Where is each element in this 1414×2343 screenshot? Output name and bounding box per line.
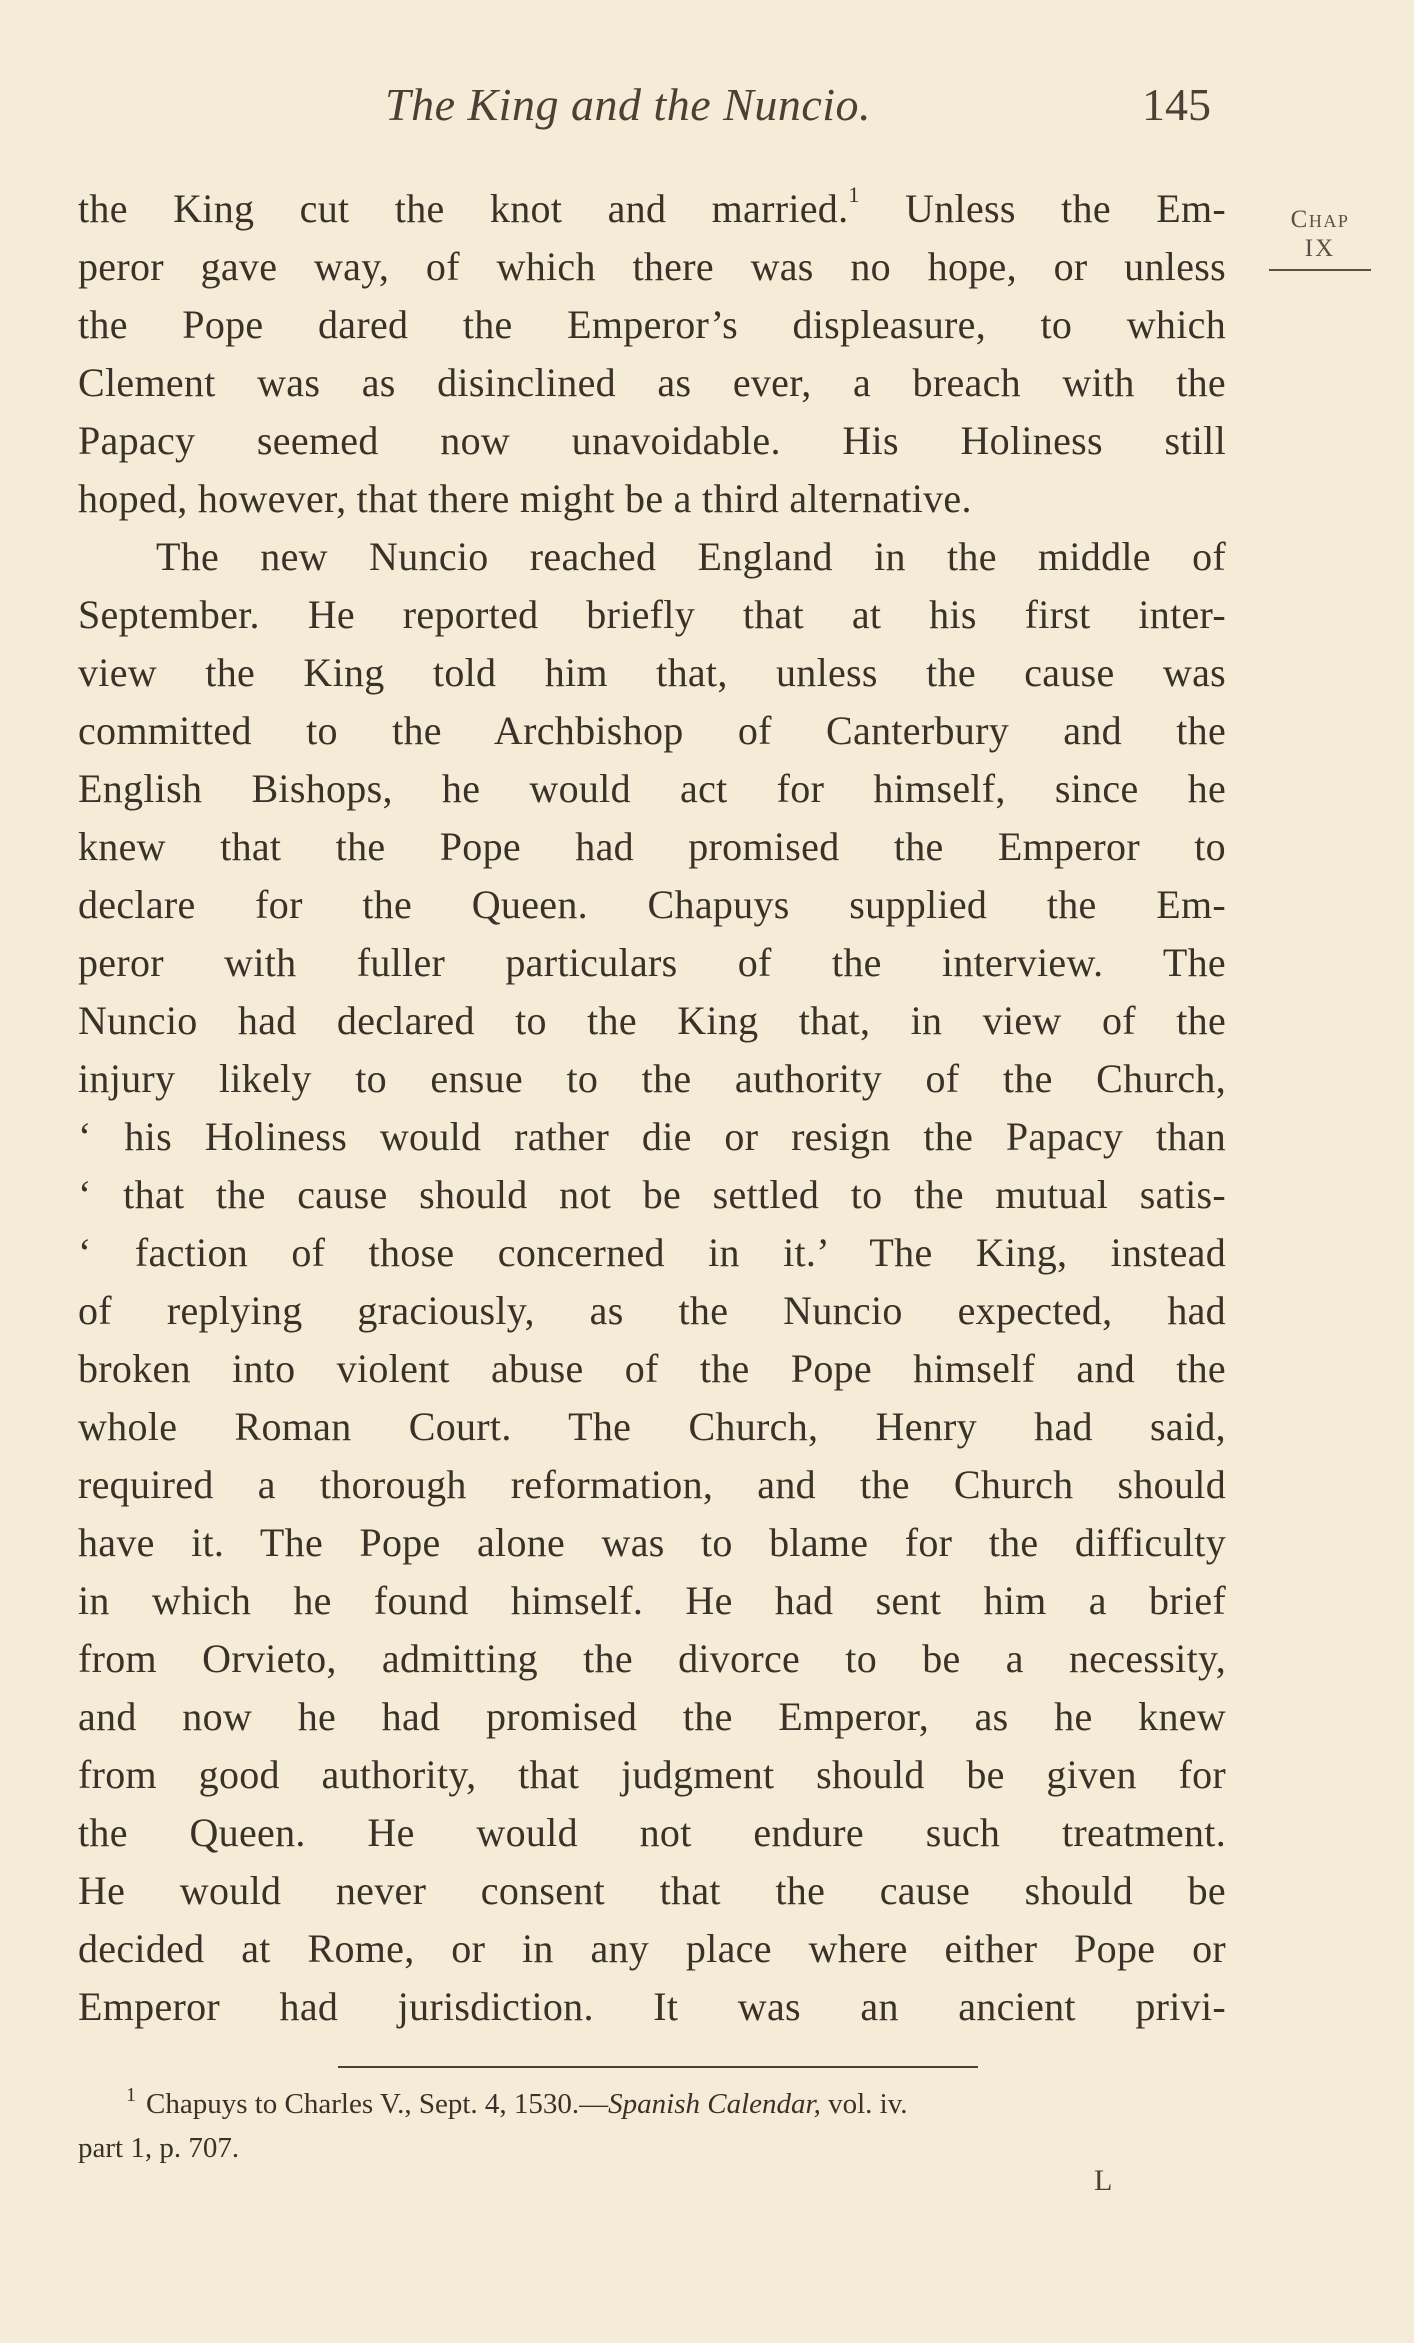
text-line: September. He reported briefly that at his first inter-: [78, 592, 1226, 637]
chapter-label: Chap: [1290, 206, 1350, 233]
text-line: hoped, however, that there might be a third alternative.: [78, 476, 972, 521]
text-line: English Bishops, he would act for himself, since he: [78, 766, 1226, 811]
text-line: He would never consent that the cause should be: [78, 1868, 1226, 1913]
text-line: knew that the Pope had promised the Emperor to: [78, 824, 1226, 869]
footnote-number: 1: [126, 2084, 136, 2106]
text-line: committed to the Archbishop of Canterbury and the: [78, 708, 1226, 753]
text-line: from good authority, that judgment should be given for: [78, 1752, 1226, 1797]
text-line: peror with fuller particulars of the interview. The: [78, 940, 1226, 985]
footnote-line: part 1, p. 707.: [78, 2132, 240, 2164]
chapter-number: IX: [1269, 235, 1371, 271]
text-line: ‘ that the cause should not be settled to the mutual satis-: [78, 1172, 1226, 1217]
text-line: view the King told him that, unless the cause was: [78, 650, 1226, 695]
signature-mark: L: [1094, 2164, 1113, 2197]
chapter-side-note: [1265, 205, 1375, 271]
text-line: from Orvieto, admitting the divorce to be a necessity,: [78, 1636, 1226, 1681]
text-line: of replying graciously, as the Nuncio expected, had: [78, 1288, 1226, 1333]
text-line: The new Nuncio reached England in the middle of: [156, 534, 1226, 579]
footnote-source-title: Spanish Calendar,: [608, 2088, 821, 2120]
running-head: [0, 78, 1414, 142]
text-line: declare for the Queen. Chapuys supplied the Em-: [78, 882, 1226, 927]
text-line: the Pope dared the Emperor’s displeasure, to which: [78, 302, 1226, 347]
text-line: and now he had promised the Emperor, as he knew: [78, 1694, 1226, 1739]
text-line: Papacy seemed now unavoidable. His Holiness still: [78, 418, 1226, 463]
text-line: the Queen. He would not endure such treatment.: [78, 1810, 1226, 1855]
text-line: broken into violent abuse of the Pope himself and the: [78, 1346, 1226, 1391]
text-line: in which he found himself. He had sent him a brief: [78, 1578, 1226, 1623]
text-line: whole Roman Court. The Church, Henry had said,: [78, 1404, 1226, 1449]
page-number: 145: [1142, 79, 1211, 130]
text-line: ‘ faction of those concerned in it.’ The King, instead: [78, 1230, 1226, 1275]
footnote: [78, 2082, 1228, 2170]
text-line: required a thorough reformation, and the Church should: [78, 1462, 1226, 1507]
text-line: Nuncio had declared to the King that, in view of the: [78, 998, 1226, 1043]
body-text: [78, 180, 1226, 2036]
text-line: ‘ his Holiness would rather die or resign the Papacy than: [78, 1114, 1226, 1159]
text-line: peror gave way, of which there was no hope, or unless: [78, 244, 1226, 289]
text-line: injury likely to ensue to the authority of the Church,: [78, 1056, 1226, 1101]
text-line: Clement was as disinclined as ever, a breach with the: [78, 360, 1226, 405]
text-line: Emperor had jurisdiction. It was an ancient privi-: [78, 1984, 1226, 2029]
footnote-reference: 1: [848, 182, 860, 207]
footnote-divider: [338, 2066, 978, 2068]
footnote-line: $^1$ Chapuys to Charles V., Sept. 4, 1530.—Spanish Calendar, vol. iv.: [126, 2084, 908, 2120]
text-line: the King cut the knot and married.$^1$ Unless the Em-: [78, 182, 1226, 231]
text-line: have it. The Pope alone was to blame for the difficulty: [78, 1520, 1226, 1565]
running-title: The King and the Nuncio.: [385, 79, 872, 130]
text-line: decided at Rome, or in any place where either Pope or: [78, 1926, 1226, 1971]
